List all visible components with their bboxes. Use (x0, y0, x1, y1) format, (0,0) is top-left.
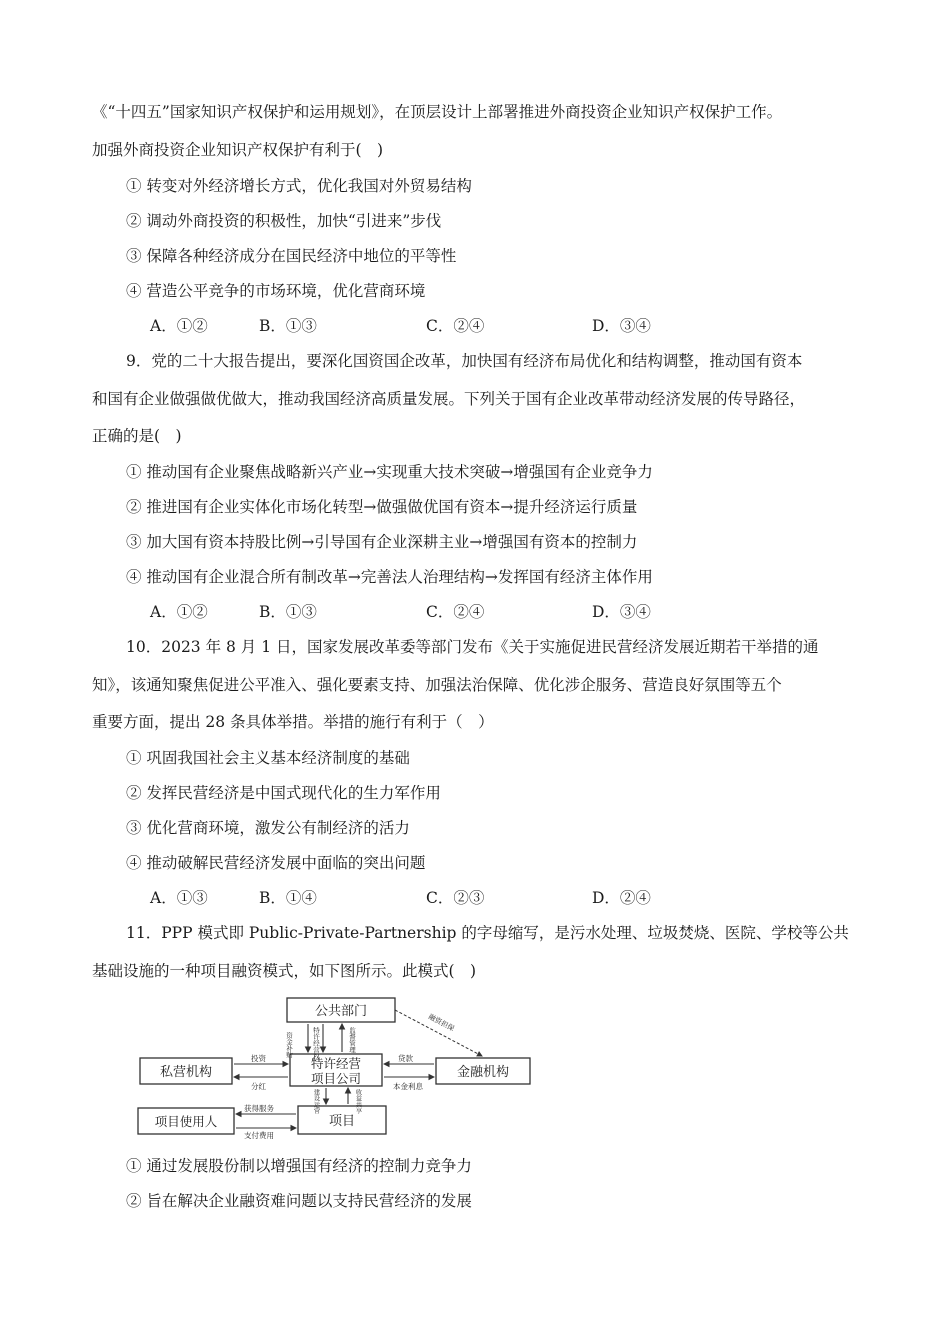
q8-stem-line2: 加强外商投资企业知识产权保护有利于( ) (92, 141, 384, 159)
q10-statement-3: ③ 优化营商环境，激发公有制经济的活力 (126, 819, 410, 837)
pay-fee-label: 支付费用 (244, 1131, 274, 1140)
build-operate-label: 建设运营 (312, 1089, 320, 1114)
q9-stem-line2: 和国有企业做强做优做大，推动我国经济高质量发展。下列关于国有企业改革带动经济发展的传导路径， (92, 390, 806, 408)
q8-statement-3: ③ 保障各种经济成分在国民经济中地位的平等性 (126, 247, 457, 265)
spv-label-line1: 特许经营 (310, 1056, 362, 1071)
q8-statement-4: ④ 营造公平竞争的市场环境，优化营商环境 (126, 282, 426, 300)
q9-stem-line3: 正确的是( ) (92, 427, 182, 445)
q9-statement-4: ④ 推动国有企业混合所有制改革→完善法人治理结构→发挥国有经济主体作用 (126, 568, 653, 586)
get-service-label: 获得服务 (244, 1104, 274, 1113)
q9-option-c[interactable]: C．②④ (426, 603, 485, 621)
q8-option-d[interactable]: D．③④ (592, 317, 651, 335)
q10-option-a[interactable]: A．①③ (150, 889, 208, 907)
q11-stem-line1: 11．PPP 模式即 Public-Private-Partnership 的字母缩写，是污水处理、垃圾焚烧、医院、学校等公共 (126, 924, 849, 942)
q11-stem-line2: 基础设施的一种项目融资模式，如下图所示。此模式( ) (92, 962, 477, 980)
q11-statement-1: ① 通过发展股份制以增强国有经济的控制力竞争力 (126, 1157, 472, 1175)
q10-option-c[interactable]: C．②③ (426, 889, 485, 907)
project-users-label: 项目使用人 (154, 1114, 218, 1129)
q10-option-b[interactable]: B．①④ (259, 889, 317, 907)
spv-label-line2: 项目公司 (310, 1071, 362, 1086)
q10-option-d[interactable]: D．②④ (592, 889, 651, 907)
q9-option-b[interactable]: B．①③ (259, 603, 317, 621)
financial-institution-label: 金融机构 (456, 1065, 510, 1080)
invest-label: 投资 (251, 1054, 266, 1063)
project-label: 项目 (328, 1114, 356, 1129)
q9-statement-3: ③ 加大国有资本持股比例→引导国有企业深耕主业→增强国有资本的控制力 (126, 533, 638, 551)
q8-option-b[interactable]: B．①③ (259, 317, 317, 335)
dividend-label: 分红 (251, 1082, 266, 1091)
financing-guarantee-label: 融资担保 (427, 1012, 456, 1033)
q8-statement-1: ① 转变对外经济增长方式，优化我国对外贸易结构 (126, 177, 472, 195)
q8-option-c[interactable]: C．②④ (426, 317, 485, 335)
subsidy-label: 资金补贴 (285, 1032, 293, 1058)
q8-stem-line1: 《“十四五”国家知识产权保护和运用规划》，在顶层设计上部署推进外商投资企业知识产权保护工作。 (92, 103, 783, 121)
q8-option-a[interactable]: A．①② (150, 317, 208, 335)
private-sector-label: 私营机构 (159, 1065, 213, 1080)
public-sector-label: 公共部门 (314, 1004, 368, 1019)
q10-stem-line3: 重要方面，提出 28 条具体举措。举措的施行有利于（ ） (92, 713, 494, 731)
loan-label: 贷款 (398, 1054, 413, 1063)
q10-statement-2: ② 发挥民营经济是中国式现代化的生力军作用 (126, 784, 441, 802)
q9-stem-line1: 9．党的二十大报告提出，要深化国资国企改革，加快国有经济布局优化和结构调整，推动国有资本 (126, 352, 803, 370)
principal-interest-label: 本金利息 (393, 1082, 423, 1091)
q10-statement-4: ④ 推动破解民营经济发展中面临的突出问题 (126, 854, 426, 872)
q9-option-a[interactable]: A．①② (150, 603, 208, 621)
q10-stem-line1: 10．2023 年 8 月 1 日，国家发展改革委等部门发布《关于实施促进民营经济发展近期若干举措的通 (126, 638, 819, 656)
q10-statement-1: ① 巩固我国社会主义基本经济制度的基础 (126, 749, 410, 767)
q9-statement-2: ② 推进国有企业实体化市场化转型→做强做优国有资本→提升经济运行质量 (126, 498, 638, 516)
q9-statement-1: ① 推动国有企业聚焦战略新兴产业→实现重大技术突破→增强国有企业竞争力 (126, 463, 653, 481)
q8-statement-2: ② 调动外商投资的积极性，加快“引进来”步伐 (126, 212, 442, 230)
q10-stem-line2: 知》，该通知聚焦促进公平准入、强化要素支持、加强法治保障、优化涉企服务、营造良好氛围等五个 (92, 676, 782, 694)
q11-statement-2: ② 旨在解决企业融资难问题以支持民营经济的发展 (126, 1192, 472, 1210)
revenue-share-label: 收益共享 (354, 1089, 362, 1114)
q9-option-d[interactable]: D．③④ (592, 603, 651, 621)
concession-label: 特许经营权 (312, 1027, 320, 1060)
ppp-diagram (130, 994, 540, 1140)
supervision-label: 监督管理 (348, 1027, 356, 1053)
